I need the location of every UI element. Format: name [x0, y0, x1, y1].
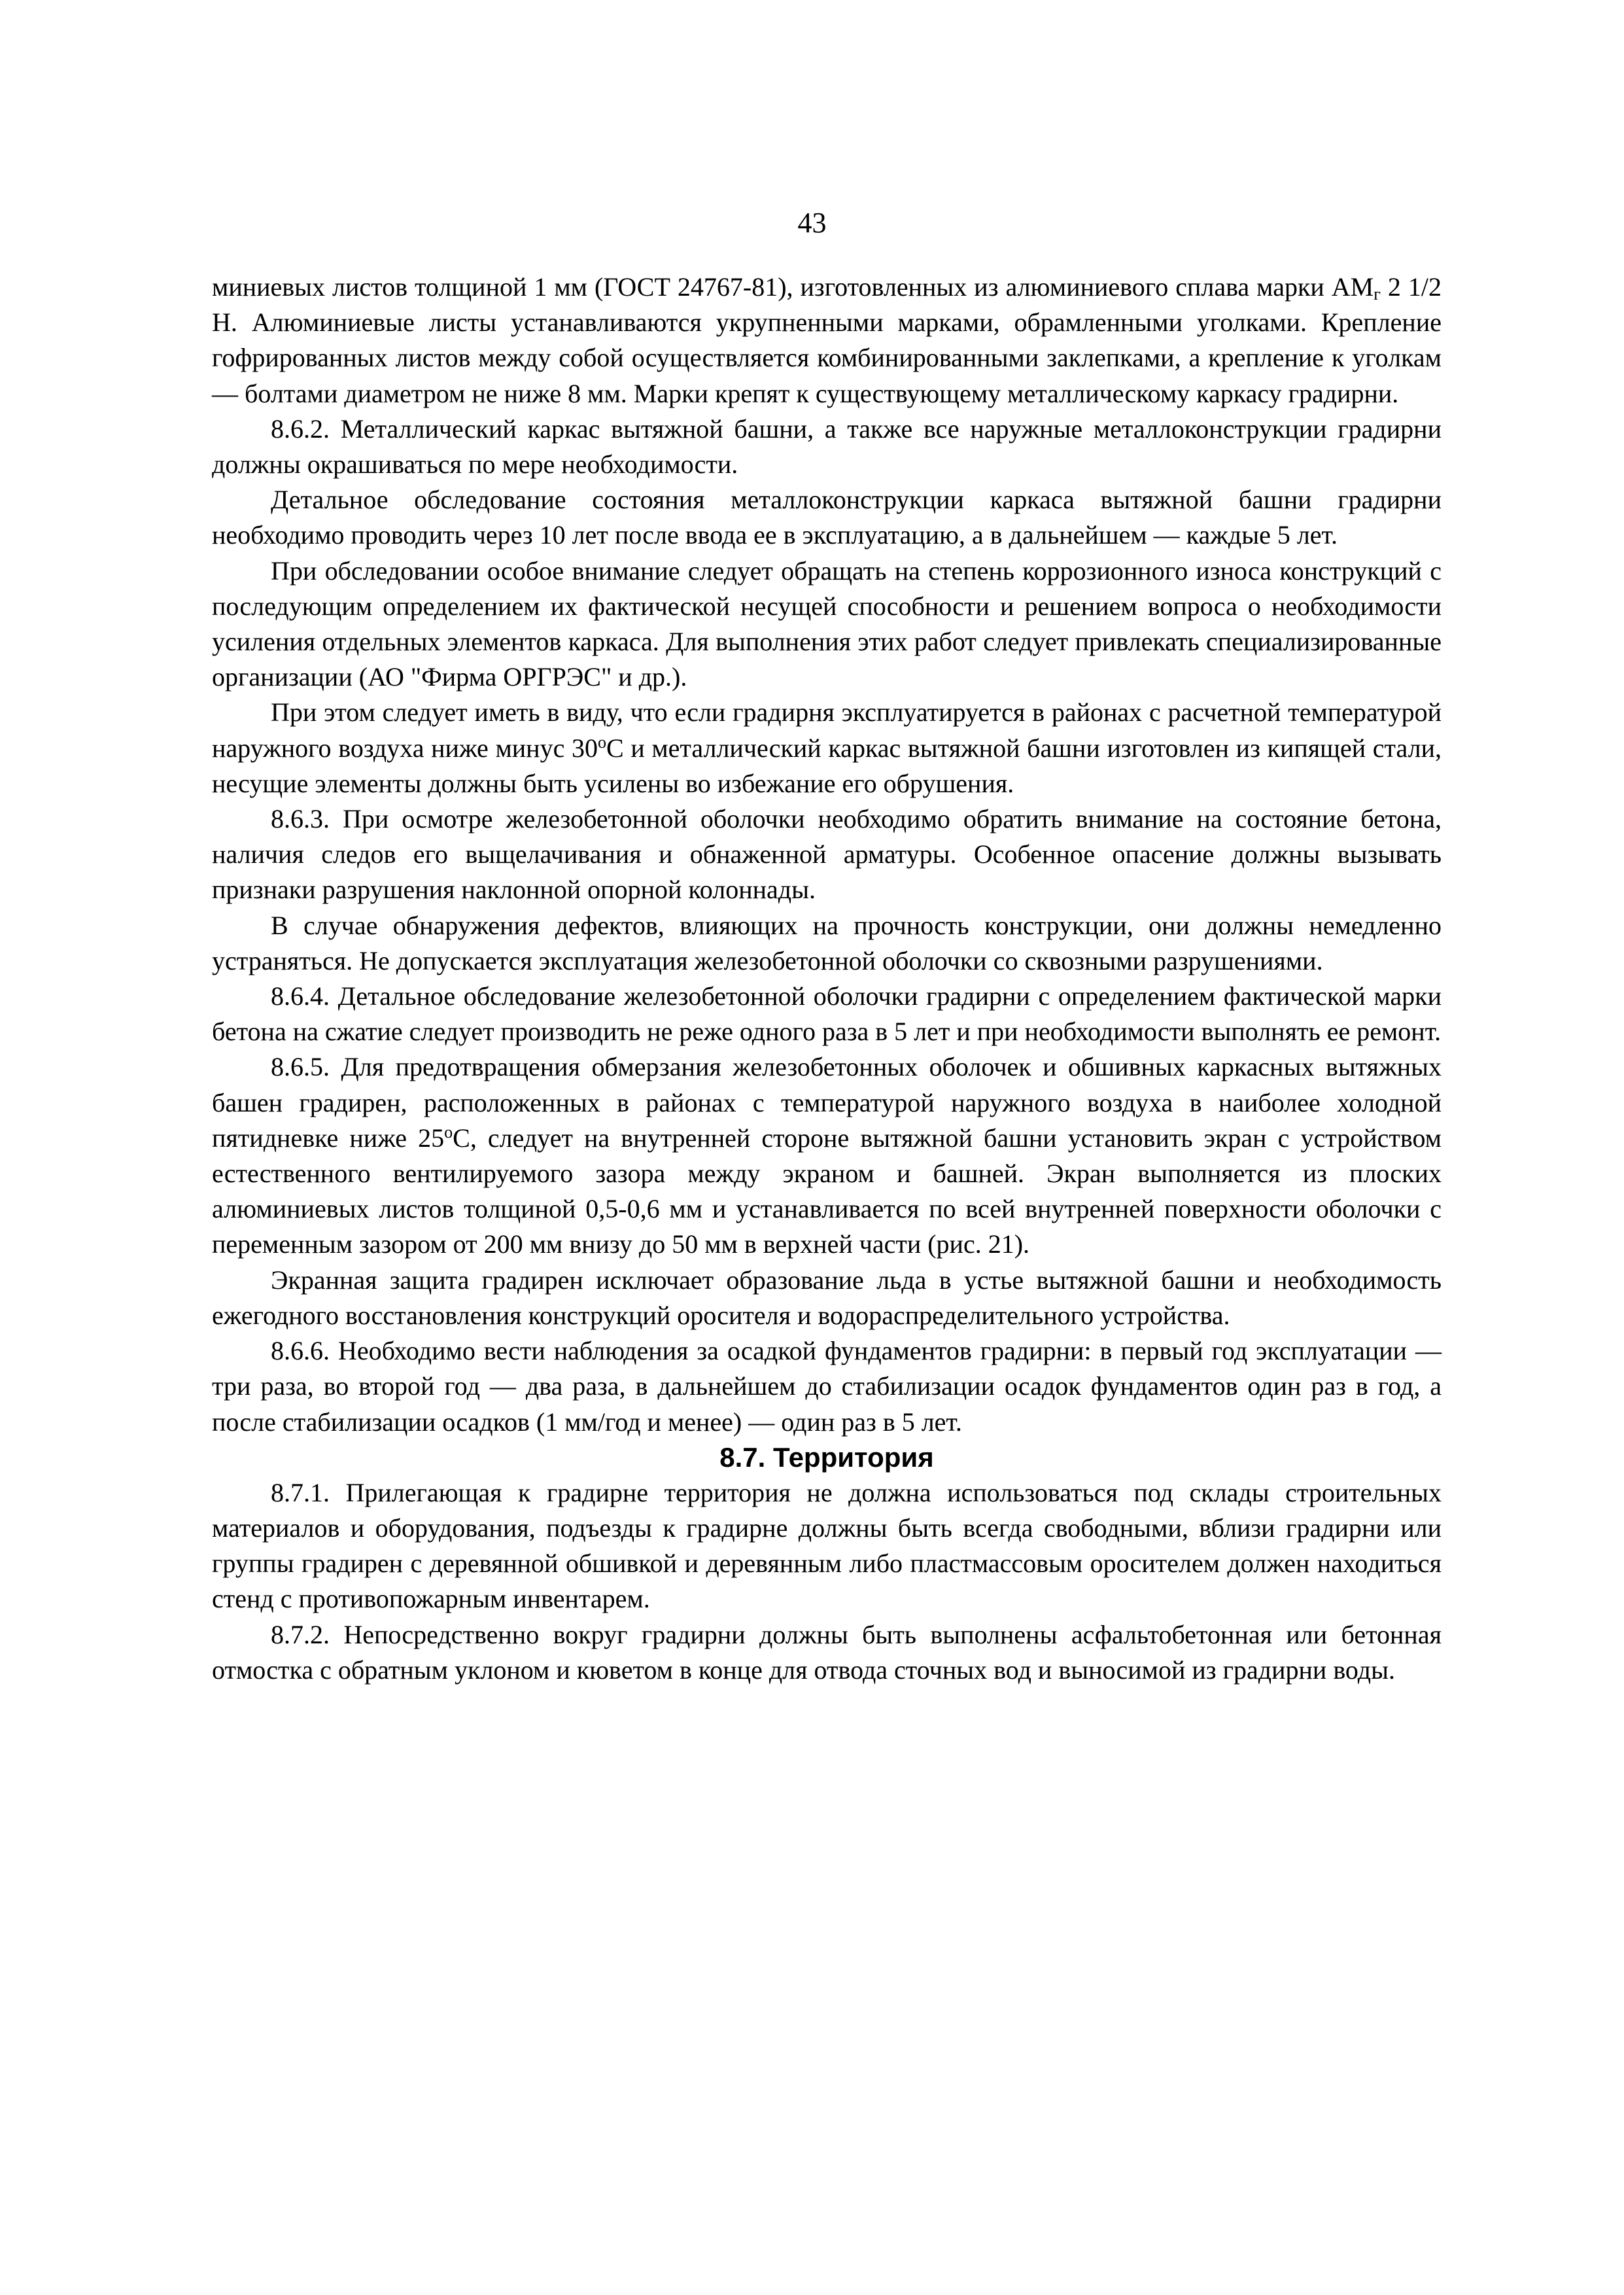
paragraph-screen-protection: Экранная защита градирен исключает образование льда в устье вытяжной башни и необходимость ежегодного восстановления конструкций оросителя и водораспределительного устройства. [212, 1265, 1442, 1330]
paragraph-8-6-2: 8.6.2. Металлический каркас вытяжной башни, а также все наружные металлоконструкции градирни должны окрашиваться по мере необходимости. [212, 413, 1442, 480]
paragraph-text: 8.6.5. Для предотвращения обмерзания железобетонных оболочек и обшивных каркасных вытяжных башен градирен, расположенных в районах с температурой наружного воздуха в наиболее холодной пятидневке ниже 25 [212, 1052, 1442, 1153]
superscript: о [597, 732, 606, 752]
paragraph-corrosion-inspection: При обследовании особое внимание следует обращать на степень коррозионного износа конструкций с последующим определением их фактической несущей способности и решением вопроса о необходимости усиления отдельных элементов каркаса. Для выполнения этих работ следует привлекать специализированные организации (АО "Фирма ОРГРЭС" и др.). [212, 555, 1442, 692]
paragraph-8-6-4: 8.6.4. Детальное обследование железобетонной оболочки градирни с определением фактической марки бетона на сжатие следует производить не реже одного раза в 5 лет и при необходимости выполнять ее ремонт. [212, 981, 1442, 1047]
subscript: г [1373, 285, 1381, 304]
document-body [212, 270, 1442, 1688]
paragraph-text: С и металлический каркас вытяжной башни изготовлен из кипящей стали, несущие элементы должны быть усилены во избежание его обрушения. [212, 733, 1442, 798]
paragraph-defects: В случае обнаружения дефектов, влияющих на прочность конструкции, они должны немедленно устраняться. Не допускается эксплуатация железобетонной оболочки со сквозными разрушениями. [212, 910, 1442, 975]
paragraph-inspection-interval: Детальное обследование состояния металлоконструкции каркаса вытяжной башни градирни необходимо проводить через 10 лет после ввода ее в эксплуатацию, а в дальнейшем — каждые 5 лет. [212, 485, 1442, 550]
page-number: 43 [797, 207, 827, 239]
paragraph-text: При этом следует иметь в виду, что если градирня эксплуатируется в районах с расчетной температурой наружного воздуха ниже минус 30 [212, 697, 1442, 763]
section-heading: 8.7. Территория [719, 1441, 934, 1473]
paragraph-text: миниевых листов толщиной 1 мм (ГОСТ 24767-81), изготовленных из алюминиевого сплава марки АМ [212, 272, 1374, 302]
paragraph-low-temperature [212, 695, 1442, 801]
paragraph-8-6-5 [212, 1049, 1442, 1262]
paragraph-8-7-2: 8.7.2. Непосредственно вокруг градирни должны быть выполнены асфальтобетонная или бетонная отмостка с обратным уклоном и кюветом в конце для отвода сточных вод и выносимой из градирни воды. [212, 1619, 1442, 1685]
paragraph-text: С, следует на внутренней стороне вытяжной башни установить экран с устройством естественного вентилируемого зазора между экраном и башней. Экран выполняется из плоских алюминиевых листов толщиной 0,5-0,6 мм и устанавливается по всей внутренней поверхности оболочки с переменным зазором от 200 мм внизу до 50 мм в верхней части (рис. 21). [212, 1123, 1442, 1259]
superscript: о [444, 1122, 453, 1142]
paragraph-8-6-6: 8.6.6. Необходимо вести наблюдения за осадкой фундаментов градирни: в первый год эксплуатации — три раза, во второй год — два раза, в дальнейшем до стабилизации осадок фундаментов один раз в год, а после стабилизации осадков (1 мм/год и менее) — один раз в 5 лет. [212, 1336, 1442, 1437]
paragraph-8-7-1: 8.7.1. Прилегающая к градирне территория не должна использоваться под склады строительных материалов и оборудования, подъезды к градирне должны быть всегда свободными, вблизи градирни или группы градирен с деревянной обшивкой и деревянным либо пластмассовым оросителем должен находиться стенд с противопожарным инвентарем. [212, 1477, 1442, 1614]
paragraph-text: 2 1/2 Н. Алюминиевые листы устанавливаются укрупненными марками, обрамленными уголками. Крепление гофрированных листов между собой осуществляется комбинированными заклепками, а крепление к уголкам — болтами диаметром не ниже 8 мм. Марки крепят к существующему металлическому каркасу градирни. [212, 272, 1442, 408]
paragraph-continuation [212, 270, 1442, 412]
paragraph-8-6-3: 8.6.3. При осмотре железобетонной оболочки необходимо обратить внимание на состояние бетона, наличия следов его выщелачивания и обнаженной арматуры. Особенное опасение должны вызывать признаки разрушения наклонной опорной колоннады. [212, 804, 1442, 905]
